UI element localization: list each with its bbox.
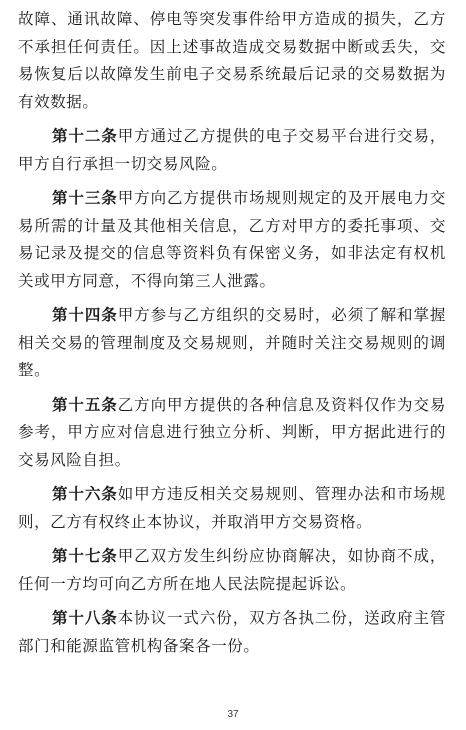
paragraph-continued	[18, 6, 446, 116]
article-text: 乙方向甲方提供的各种信息及资料仅作为交易参考，甲方应对信息进行独立分析、判断，甲方据此进行的交易风险自担。	[18, 395, 446, 469]
article-heading: 第十七条	[52, 547, 118, 565]
article-13	[18, 185, 446, 295]
article-text: 甲乙双方发生纠纷应协商解决，如协商不成，任何一方均可向乙方所在地人民法院提起诉讼。	[18, 547, 446, 593]
article-heading: 第十八条	[52, 609, 118, 627]
paragraph-text: 故障、通讯故障、停电等突发事件给甲方造成的损失，乙方不承担任何责任。因上述事故造成交易数据中断或丢失，交易恢复后以故障发生前电子交易系统最后记录的交易数据为有效数据。	[18, 10, 446, 111]
article-15	[18, 392, 446, 475]
article-16	[18, 481, 446, 536]
article-text: 如甲方违反相关交易规则、管理办法和市场规则，乙方有权终止本协议，并取消甲方交易资格。	[18, 485, 446, 531]
document-body	[18, 6, 446, 667]
article-12	[18, 123, 446, 178]
article-heading: 第十五条	[52, 395, 118, 414]
page-number: 37	[227, 709, 239, 720]
article-heading: 第十二条	[52, 127, 118, 145]
article-14	[18, 302, 446, 385]
article-18	[18, 605, 446, 660]
article-heading: 第十六条	[52, 485, 118, 503]
article-text: 甲方向乙方提供市场规则规定的及开展电力交易所需的计量及其他相关信息，乙方对甲方的委托事项、交易记录及提交的信息等资料负有保密义务，如非法定有权机关或甲方同意，不得向第三人泄露。	[18, 189, 446, 290]
article-text: 甲方通过乙方提供的电子交易平台进行交易，甲方自行承担一切交易风险。	[18, 127, 446, 173]
article-heading: 第十三条	[52, 189, 118, 207]
article-text: 本协议一式六份，双方各执二份，送政府主管部门和能源监管机构备案各一份。	[18, 609, 446, 655]
article-17	[18, 543, 446, 598]
article-text: 甲方参与乙方组织的交易时，必须了解和掌握相关交易的管理制度及交易规则，并随时关注交易规则的调整。	[18, 306, 446, 379]
article-heading: 第十四条	[52, 306, 118, 324]
